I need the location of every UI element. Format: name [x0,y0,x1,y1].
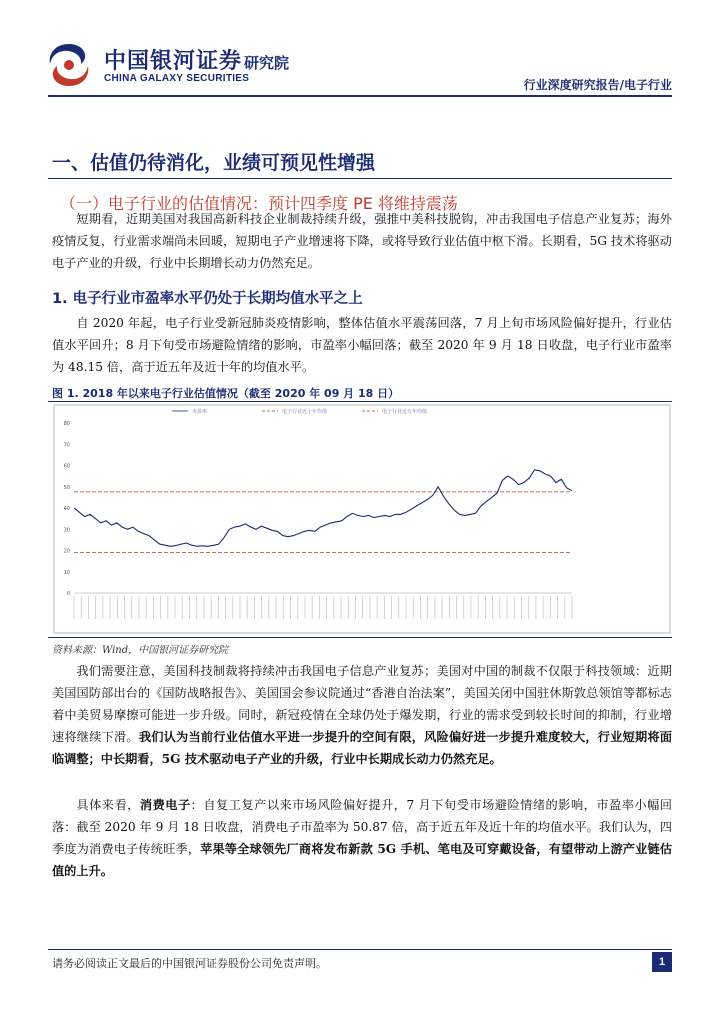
subsection-title: （一）电子行业的估值情况：预计四季度 PE 将维持震荡 [60,194,458,213]
y-tick-label: 30 [63,527,70,534]
risk-conclusion: 我们认为当前行业估值水平进一步提升的空间有限，风险偏好进一步提升难度较大，行业短期将面临调整；中长期看，5G 技术驱动电子产业的升级，行业中长期成长动力仍然充足。 [52,730,673,766]
disclaimer-note: 请务必阅读正文最后的中国银河证券股份公司免责声明。 [52,957,327,970]
page-number: 1 [652,952,672,972]
pe-ratio-line [74,470,572,547]
figure-bottom-rule [48,637,672,638]
y-tick-label: 60 [63,463,70,470]
figure-top-rule [48,401,672,402]
report-type-label: 行业深度研究报告/电子行业 [523,78,672,92]
paragraph-outlook: 短期看，近期美国对我国高新科技企业制裁持续升级，强推中美科技脱钩，冲击我国电子信息产业复苏；海外疫情反复，行业需求端尚未回暖，短期电子产业增速将下降，或将导致行业估值中枢下滑。长期看，5G 技术将驱动电子产业的升级，行业中长期增长动力仍然充足。 [52,212,672,270]
figure-title: 图 1. 2018 年以来电子行业估值情况（截至 2020 年 09 月 18 日） [52,387,400,400]
paragraph-consumer-electronics [52,794,672,882]
risk-text: 我们需要注意，美国科技制裁将持续冲击我国电子信息产业复苏；美国对中国的制裁不仅限于科技领域：近期美国国防部出台的《国防战略报告》、美国国会参议院通过“香港自治法案”，美国关闭中国驻休斯敦总领馆等都标志着中美贸易摩擦可能进一步升级。同时，新冠疫情在全球仍处于爆发期，行业的需求受到较长时间的抑制，行业增速将继续下滑。 [52,664,672,744]
section-divider [48,178,672,179]
institute-label: 研究院 [244,54,290,72]
y-tick-label: 10 [63,569,70,576]
y-tick-label: 40 [63,506,70,512]
section-title: 一、估值仍待消化，业绩可预见性增强 [52,152,376,174]
paragraph-risk [52,660,672,770]
consumer-text: ：自复工复产以来市场风险偏好提升，7 月下旬受市场避险情绪的影响，市盈率小幅回落：截至 2020 年 9 月 18 日收盘，消费电子市盈率为 50.87 倍，高于近五年及近十年的均值水平。我们认为，四季度为消费电子传统旺季， [52,798,672,856]
heading-pe-level: 1. 电子行业市盈率水平仍处于长期均值水平之上 [52,291,363,307]
consumer-lead: 具体来看， [76,798,140,812]
legend-label: 电子行业近十年均值 [282,409,328,415]
paragraph-pe-trend: 自 2020 年起，电子行业受新冠肺炎疫情影响，整体估值水平震荡回落，7 月上旬市场风险偏好提升，行业估值水平回升；8 月下旬受市场避险情绪的影响，市盈率小幅回落；截至 2020 年 9 月 18 日收盘，电子行业市盈率为 48.15 倍，高于近五年及近十年的均值水平。 [52,316,672,374]
page-header [0,0,724,100]
legend-label: 电子行业近五年均值 [382,409,428,415]
legend-label: 市盈率 [192,409,208,415]
y-tick-label: 20 [63,548,70,555]
logo-english-name: CHINA GALAXY SECURITIES [104,73,250,84]
y-tick-label: 50 [63,484,70,491]
chart-legend [172,408,427,415]
consumer-conclusion: 苹果等全球领先厂商将发布新款 5G 手机、笔电及可穿戴设备，有望带动上游产业链估值的上升。 [52,842,673,878]
header-divider [48,95,672,97]
figure-source: 资料来源：Wind，中国银河证券研究院 [52,645,229,656]
logo-chinese-name: 中国银河证券 [104,49,243,74]
y-tick-label: 80 [63,421,70,427]
pe-valuation-chart [52,403,672,635]
chart-series [74,470,572,553]
footer-divider [48,949,672,950]
chart-axis [54,405,670,633]
y-tick-label: 0 [66,591,70,597]
consumer-term: 消费电子 [139,798,191,812]
galaxy-logo-icon [46,42,92,88]
y-tick-label: 70 [63,442,70,449]
